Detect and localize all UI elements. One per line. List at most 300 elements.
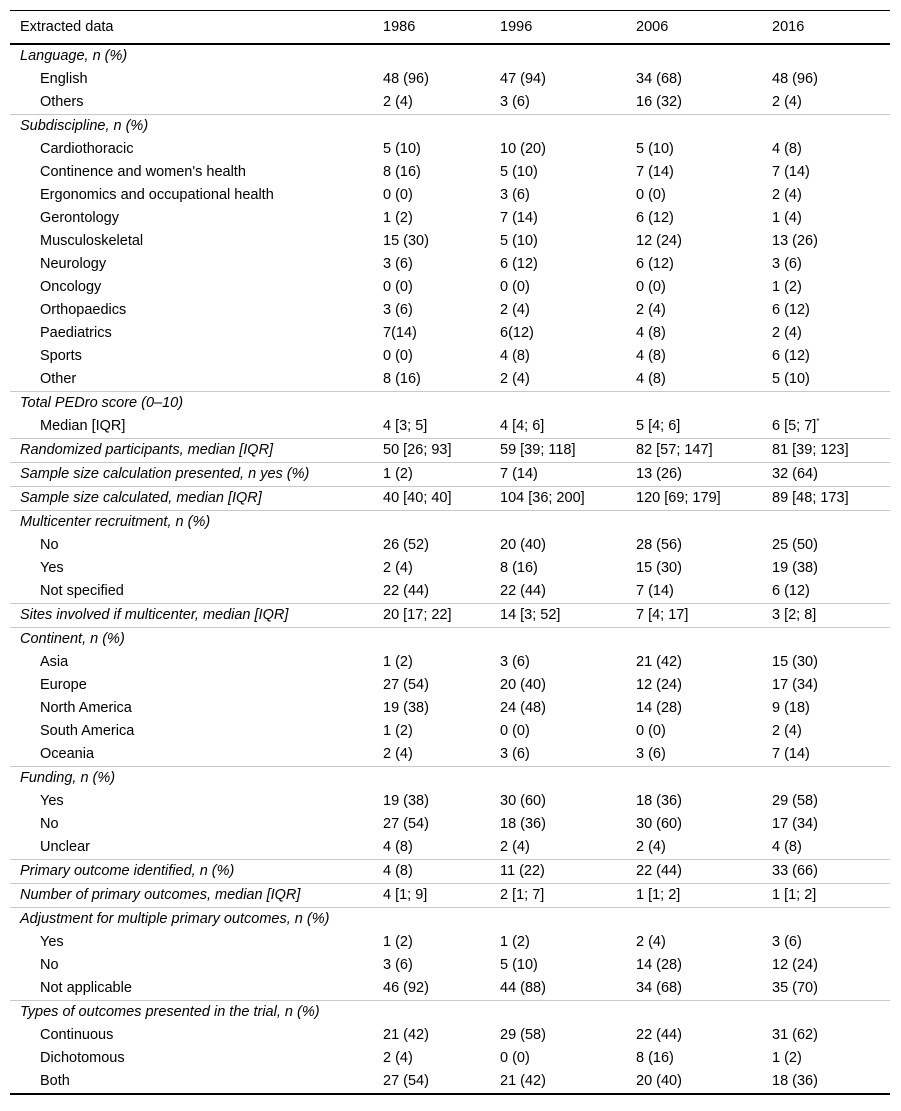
section-row: [10, 44, 890, 68]
cell-value: [762, 1024, 890, 1047]
cell-value: [626, 628, 762, 652]
cell-value: [373, 184, 490, 207]
cell-text: 2 (4): [772, 325, 802, 341]
cell-value: [626, 977, 762, 1001]
cell-value: [626, 743, 762, 767]
row-label: No: [40, 957, 59, 973]
row-label: North America: [40, 700, 132, 716]
cell-value: [762, 487, 890, 511]
cell-text: 1 (2): [383, 934, 413, 950]
cell-text: 1 (2): [383, 466, 413, 482]
cell-value: [626, 415, 762, 439]
cell-value: [373, 628, 490, 652]
cell-value: [373, 322, 490, 345]
cell-text: 6 (12): [772, 302, 810, 318]
cell-text: 3 (6): [772, 256, 802, 272]
table-row: [10, 1047, 890, 1070]
cell-text: 40 [40; 40]: [383, 490, 452, 506]
row-label: English: [40, 71, 88, 87]
cell-text: 9 (18): [772, 700, 810, 716]
cell-value: [373, 1024, 490, 1047]
cell-text: 32 (64): [772, 466, 818, 482]
cell-text: 21 (42): [383, 1027, 429, 1043]
cell-value: [626, 604, 762, 628]
cell-value: [373, 115, 490, 139]
cell-value: [626, 836, 762, 860]
row-label: Asia: [40, 654, 69, 670]
section-label: Continent, n (%): [10, 628, 373, 652]
cell-value: [626, 207, 762, 230]
cell-value: [490, 580, 626, 604]
cell-text: 0 (0): [636, 279, 666, 295]
cell-text: 3 (6): [772, 934, 802, 950]
cell-text: 34 (68): [636, 71, 682, 87]
cell-value: [373, 908, 490, 932]
cell-text: 29 (58): [772, 793, 818, 809]
cell-value: [373, 68, 490, 91]
cell-value: [762, 604, 890, 628]
cell-text: 17 (34): [772, 677, 818, 693]
section-row: [10, 628, 890, 652]
row-label: Neurology: [40, 256, 107, 272]
cell-text: 2 (4): [500, 371, 530, 387]
cell-text: 50 [26; 93]: [383, 442, 452, 458]
row-label: Oncology: [40, 279, 102, 295]
cell-value: [490, 628, 626, 652]
cell-value: [762, 720, 890, 743]
cell-text: 6 [5; 7]: [772, 418, 817, 434]
cell-value: [490, 392, 626, 416]
cell-value: [490, 487, 626, 511]
cell-value: [626, 368, 762, 392]
cell-text: 18 (36): [772, 1073, 818, 1089]
table-row: [10, 91, 890, 115]
cell-value: [762, 1047, 890, 1070]
row-label: No: [40, 537, 59, 553]
cell-value: [626, 487, 762, 511]
cell-value: [490, 299, 626, 322]
section-row: [10, 511, 890, 535]
cell-text: 82 [57; 147]: [636, 442, 713, 458]
section-label: Sites involved if multicenter, median [IQR]: [10, 604, 373, 628]
cell-value: [626, 860, 762, 884]
cell-value: [490, 115, 626, 139]
cell-value: [762, 860, 890, 884]
cell-value: [373, 931, 490, 954]
cell-value: [373, 651, 490, 674]
cell-value: [626, 439, 762, 463]
footnote-marker: *: [816, 417, 820, 427]
cell-text: 3 (6): [383, 957, 413, 973]
table-row: [10, 1070, 890, 1094]
cell-text: 4 [3; 5]: [383, 418, 428, 434]
cell-value: [490, 813, 626, 836]
cell-value: [490, 138, 626, 161]
cell-text: 6 (12): [636, 256, 674, 272]
cell-value: [373, 743, 490, 767]
cell-text: 5 [4; 6]: [636, 418, 681, 434]
row-label: Others: [40, 94, 84, 110]
cell-text: 0 (0): [500, 279, 530, 295]
cell-text: 7(14): [383, 325, 417, 341]
cell-value: [490, 161, 626, 184]
table-row: [10, 368, 890, 392]
cell-text: 2 [1; 7]: [500, 887, 545, 903]
cell-value: [626, 697, 762, 720]
cell-value: [626, 322, 762, 345]
cell-value: [626, 184, 762, 207]
cell-text: 8 (16): [383, 371, 421, 387]
cell-value: [373, 954, 490, 977]
cell-value: [490, 651, 626, 674]
cell-value: [490, 674, 626, 697]
cell-text: 1 (2): [383, 654, 413, 670]
table-row: [10, 68, 890, 91]
cell-text: 8 (16): [636, 1050, 674, 1066]
cell-value: [490, 368, 626, 392]
cell-value: [373, 1070, 490, 1094]
cell-text: 14 [3; 52]: [500, 607, 561, 623]
table-row: [10, 557, 890, 580]
cell-text: 4 [4; 6]: [500, 418, 545, 434]
cell-value: [762, 511, 890, 535]
cell-text: 1 (2): [772, 1050, 802, 1066]
cell-text: 28 (56): [636, 537, 682, 553]
cell-text: 0 (0): [383, 348, 413, 364]
cell-text: 14 (28): [636, 957, 682, 973]
cell-value: [626, 674, 762, 697]
cell-value: [626, 767, 762, 791]
cell-text: 19 (38): [383, 700, 429, 716]
cell-value: [490, 954, 626, 977]
cell-text: 1 (4): [772, 210, 802, 226]
cell-value: [762, 91, 890, 115]
cell-text: 5 (10): [383, 141, 421, 157]
cell-text: 15 (30): [636, 560, 682, 576]
cell-value: [626, 138, 762, 161]
cell-value: [626, 534, 762, 557]
cell-value: [626, 931, 762, 954]
cell-value: [626, 345, 762, 368]
cell-value: [490, 931, 626, 954]
cell-value: [626, 580, 762, 604]
cell-text: 33 (66): [772, 863, 818, 879]
cell-value: [490, 91, 626, 115]
cell-text: 7 [4; 17]: [636, 607, 689, 623]
table-row: [10, 322, 890, 345]
table-row: [10, 674, 890, 697]
table-row: [10, 651, 890, 674]
cell-value: [490, 184, 626, 207]
table-row: [10, 184, 890, 207]
section-row: [10, 463, 890, 487]
cell-text: 12 (24): [636, 233, 682, 249]
cell-value: [762, 345, 890, 368]
row-label: Not specified: [40, 583, 124, 599]
cell-text: 5 (10): [500, 164, 538, 180]
cell-value: [762, 790, 890, 813]
cell-value: [373, 580, 490, 604]
cell-text: 31 (62): [772, 1027, 818, 1043]
cell-value: [490, 720, 626, 743]
cell-value: [626, 276, 762, 299]
cell-text: 2 (4): [500, 839, 530, 855]
cell-text: 48 (96): [383, 71, 429, 87]
cell-text: 10 (20): [500, 141, 546, 157]
row-label: Other: [40, 371, 77, 387]
cell-value: [762, 68, 890, 91]
cell-value: [626, 161, 762, 184]
cell-value: [373, 674, 490, 697]
table-row: [10, 931, 890, 954]
section-row: [10, 439, 890, 463]
table-row: [10, 954, 890, 977]
cell-text: 20 (40): [500, 537, 546, 553]
cell-text: 1 (2): [383, 723, 413, 739]
cell-value: [490, 790, 626, 813]
cell-text: 16 (32): [636, 94, 682, 110]
row-label: Oceania: [40, 746, 95, 762]
cell-text: 4 [1; 9]: [383, 887, 428, 903]
cell-value: [373, 1047, 490, 1070]
cell-text: 47 (94): [500, 71, 546, 87]
cell-value: [626, 651, 762, 674]
row-label: Continuous: [40, 1027, 114, 1043]
cell-text: 18 (36): [500, 816, 546, 832]
cell-text: 8 (16): [500, 560, 538, 576]
cell-value: [762, 415, 890, 439]
cell-value: [762, 580, 890, 604]
cell-value: [762, 697, 890, 720]
cell-text: 21 (42): [636, 654, 682, 670]
cell-value: [490, 557, 626, 580]
section-label: Language, n (%): [20, 48, 128, 64]
cell-value: [762, 207, 890, 230]
cell-value: [373, 299, 490, 322]
cell-text: 4 (8): [772, 839, 802, 855]
table-row: [10, 813, 890, 836]
section-label: Number of primary outcomes, median [IQR]: [10, 884, 373, 908]
row-label: Both: [10, 1070, 373, 1094]
row-label: No: [40, 816, 59, 832]
cell-text: 0 (0): [500, 1050, 530, 1066]
cell-text: 14 (28): [636, 700, 682, 716]
cell-value: [626, 115, 762, 139]
cell-text: 5 (10): [636, 141, 674, 157]
cell-value: [490, 230, 626, 253]
cell-text: 0 (0): [383, 279, 413, 295]
cell-text: 1 [1; 2]: [636, 887, 681, 903]
cell-text: 6 (12): [772, 348, 810, 364]
cell-value: [490, 68, 626, 91]
cell-text: 35 (70): [772, 980, 818, 996]
cell-value: [762, 322, 890, 345]
section-row: [10, 115, 890, 139]
table-header-row: [10, 11, 890, 45]
cell-value: [762, 299, 890, 322]
row-label: Sports: [40, 348, 82, 364]
cell-text: 2 (4): [636, 302, 666, 318]
cell-value: [373, 884, 490, 908]
cell-text: 24 (48): [500, 700, 546, 716]
cell-value: [490, 1001, 626, 1025]
cell-value: [762, 368, 890, 392]
section-label: Multicenter recruitment, n (%): [10, 511, 373, 535]
cell-text: 1 [1; 2]: [772, 887, 817, 903]
cell-value: [762, 138, 890, 161]
cell-value: [373, 1001, 490, 1025]
cell-text: 0 (0): [636, 723, 666, 739]
section-row: [10, 860, 890, 884]
cell-text: 2 (4): [383, 560, 413, 576]
cell-text: 17 (34): [772, 816, 818, 832]
cell-value: [490, 44, 626, 68]
table-body: [10, 44, 890, 1094]
cell-value: [490, 253, 626, 276]
cell-value: [762, 813, 890, 836]
cell-value: [373, 813, 490, 836]
cell-value: [762, 439, 890, 463]
section-row: [10, 392, 890, 416]
cell-value: [490, 908, 626, 932]
cell-text: 46 (92): [383, 980, 429, 996]
cell-value: [373, 860, 490, 884]
row-label: Paediatrics: [40, 325, 112, 341]
cell-value: [626, 1024, 762, 1047]
row-label: Yes: [40, 793, 64, 809]
section-label: Sample size calculation presented, n yes (%): [10, 463, 373, 487]
cell-text: 2 (4): [636, 839, 666, 855]
cell-value: [762, 628, 890, 652]
cell-value: [762, 534, 890, 557]
cell-value: [373, 767, 490, 791]
cell-text: 3 (6): [383, 256, 413, 272]
cell-value: [762, 161, 890, 184]
cell-value: [626, 230, 762, 253]
cell-text: 4 (8): [383, 839, 413, 855]
cell-text: 19 (38): [383, 793, 429, 809]
row-label: Yes: [40, 934, 64, 950]
cell-text: 2 (4): [772, 94, 802, 110]
cell-text: 15 (30): [383, 233, 429, 249]
table-row: [10, 230, 890, 253]
section-label: Subdiscipline, n (%): [10, 115, 373, 139]
row-label: Cardiothoracic: [40, 141, 134, 157]
cell-value: [626, 1047, 762, 1070]
cell-text: 7 (14): [772, 164, 810, 180]
cell-text: 25 (50): [772, 537, 818, 553]
cell-value: [490, 604, 626, 628]
table-row: [10, 345, 890, 368]
cell-value: [373, 276, 490, 299]
extracted-data-table: [10, 10, 890, 1095]
cell-value: [762, 743, 890, 767]
cell-text: 20 (40): [636, 1073, 682, 1089]
cell-text: 4 (8): [772, 141, 802, 157]
cell-text: 6 (12): [636, 210, 674, 226]
cell-text: 2 (4): [772, 723, 802, 739]
cell-text: 1 (2): [500, 934, 530, 950]
cell-text: 0 (0): [383, 187, 413, 203]
cell-value: [490, 322, 626, 345]
table-row: [10, 161, 890, 184]
cell-value: [373, 720, 490, 743]
cell-value: [490, 836, 626, 860]
cell-text: 19 (38): [772, 560, 818, 576]
cell-text: 2 (4): [636, 934, 666, 950]
cell-value: [762, 836, 890, 860]
cell-text: 5 (10): [772, 371, 810, 387]
cell-value: [762, 276, 890, 299]
cell-text: 12 (24): [772, 957, 818, 973]
cell-value: [626, 720, 762, 743]
table-row: [10, 720, 890, 743]
cell-text: 18 (36): [636, 793, 682, 809]
section-label: Total PEDro score (0–10): [10, 392, 373, 416]
cell-value: [373, 487, 490, 511]
header-1986: 1986: [373, 11, 490, 45]
row-label: Musculoskeletal: [40, 233, 144, 249]
cell-value: [490, 767, 626, 791]
cell-text: 22 (44): [636, 1027, 682, 1043]
row-label: Ergonomics and occupational health: [40, 187, 274, 203]
cell-text: 3 (6): [500, 746, 530, 762]
cell-value: [762, 557, 890, 580]
cell-text: 3 (6): [500, 94, 530, 110]
cell-value: [490, 276, 626, 299]
section-label: Funding, n (%): [10, 767, 373, 791]
cell-text: 7 (14): [500, 466, 538, 482]
section-row: [10, 604, 890, 628]
cell-text: 81 [39; 123]: [772, 442, 849, 458]
cell-text: 4 (8): [636, 371, 666, 387]
cell-value: [490, 415, 626, 439]
cell-value: [762, 908, 890, 932]
cell-value: [762, 931, 890, 954]
cell-text: 27 (54): [383, 677, 429, 693]
cell-text: 7 (14): [636, 164, 674, 180]
section-label: Types of outcomes presented in the trial, n (%): [10, 1001, 373, 1025]
cell-value: [373, 161, 490, 184]
table-row: [10, 697, 890, 720]
cell-value: [490, 439, 626, 463]
cell-value: [762, 884, 890, 908]
cell-text: 7 (14): [500, 210, 538, 226]
data-table-container: [10, 10, 890, 1095]
cell-value: [490, 977, 626, 1001]
cell-value: [762, 463, 890, 487]
row-label: Europe: [40, 677, 87, 693]
cell-value: [762, 1070, 890, 1094]
cell-text: 21 (42): [500, 1073, 546, 1089]
cell-text: 89 [48; 173]: [772, 490, 849, 506]
table-row: [10, 580, 890, 604]
cell-text: 22 (44): [383, 583, 429, 599]
cell-value: [490, 1047, 626, 1070]
cell-text: 2 (4): [383, 94, 413, 110]
cell-value: [626, 253, 762, 276]
cell-value: [490, 463, 626, 487]
row-label: Unclear: [40, 839, 90, 855]
cell-value: [626, 790, 762, 813]
cell-value: [373, 557, 490, 580]
cell-value: [373, 790, 490, 813]
cell-value: [373, 91, 490, 115]
cell-text: 1 (2): [772, 279, 802, 295]
row-label: Dichotomous: [40, 1050, 125, 1066]
cell-value: [490, 511, 626, 535]
row-label: South America: [40, 723, 135, 739]
